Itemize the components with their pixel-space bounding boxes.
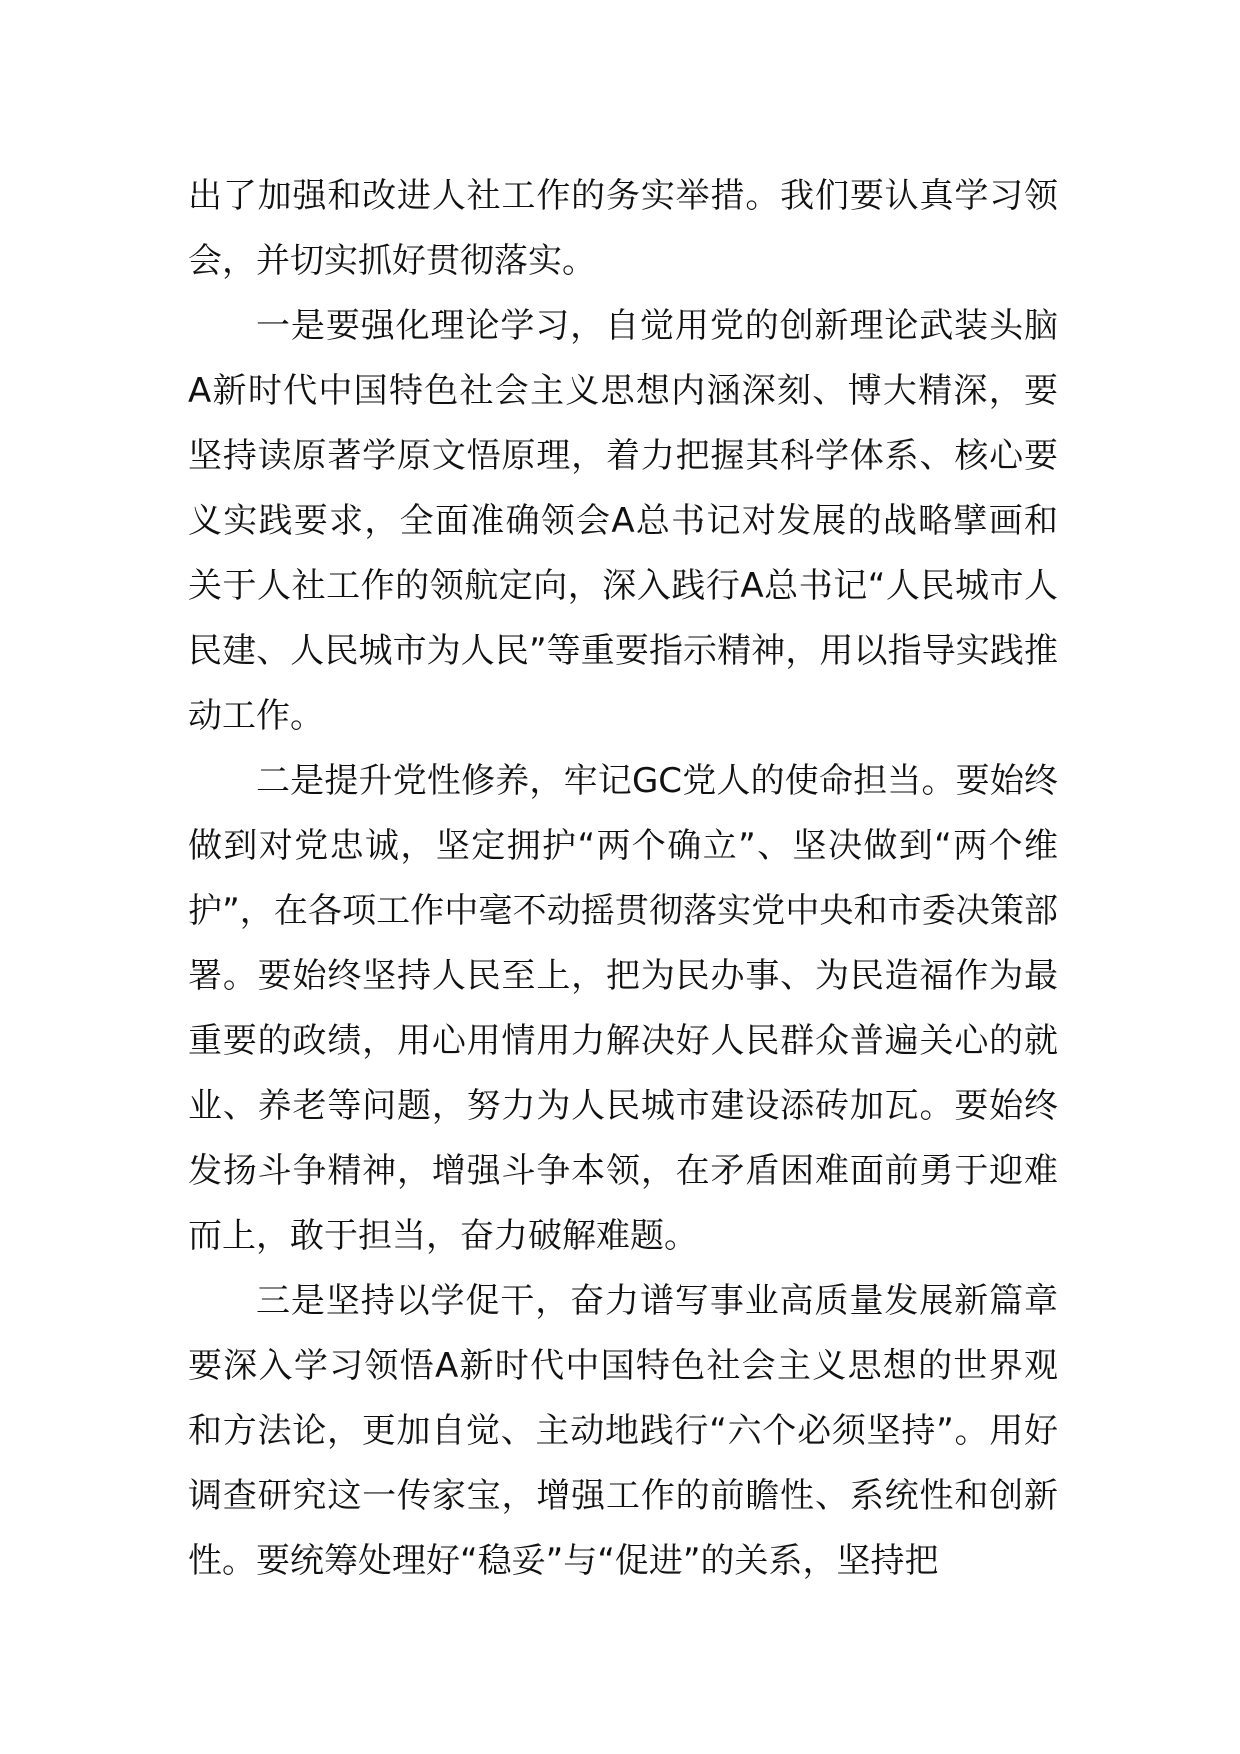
paragraph-theory-study: 一是要强化理论学习，自觉用党的创新理论武装头脑A新时代中国特色社会主义思想内涵深刻、博大精深，要坚持读原著学原文悟原理，着力把握其科学体系、核心要义实践要求，全面准确领会A总书记对发展的战略擘画和关于人社工作的领航定向，深入践行A总书记“人民城市人民建、人民城市为人民”等重要指示精神，用以指导实践推动工作。: [188, 306, 1058, 736]
document-body: [188, 164, 1058, 1594]
paragraph-learning-practice: 三是坚持以学促干，奋力谱写事业高质量发展新篇章要深入学习领悟A新时代中国特色社会主义思想的世界观和方法论，更加自觉、主动地践行“六个必须坚持”。用好调查研究这一传家宝，增强工作的前瞻性、系统性和创新性。要统筹处理好“稳妥”与“促进”的关系，坚持把: [188, 1281, 1058, 1581]
paragraph-party-cultivation: 二是提升党性修养，牢记GC党人的使命担当。要始终做到对党忠诚，坚定拥护“两个确立”、坚决做到“两个维护”，在各项工作中毫不动摇贯彻落实党中央和市委决策部署。要始终坚持人民至上，把为民办事、为民造福作为最重要的政绩，用心用情用力解决好人民群众普遍关心的就业、养老等问题，努力为人民城市建设添砖加瓦。要始终发扬斗争精神，增强斗争本领，在矛盾困难面前勇于迎难而上，敢于担当，奋力破解难题。: [188, 761, 1058, 1256]
paragraph-continued: 出了加强和改进人社工作的务实举措。我们要认真学习领会，并切实抓好贯彻落实。: [188, 176, 1058, 281]
